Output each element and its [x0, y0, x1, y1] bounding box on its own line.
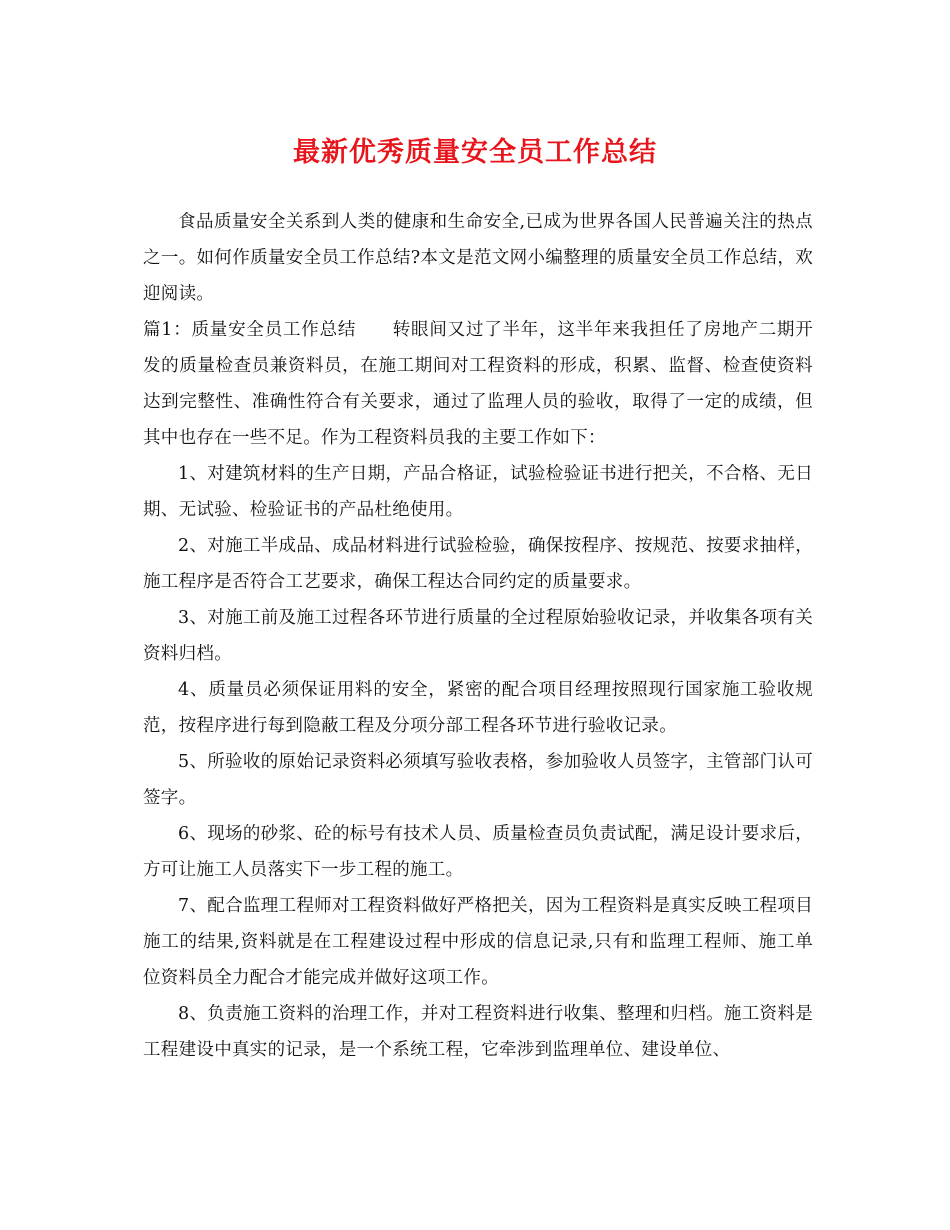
list-item: 7、配合监理工程师对工程资料做好严格把关，因为工程资料是真实反映工程项目施工的结果,资料就是在工程建设过程中形成的信息记录,只有和监理工程师、施工单位资料员全力配合才能完成并做好这项工作。: [143, 896, 813, 988]
document-body: [143, 204, 813, 1068]
list-item: 3、对施工前及施工过程各环节进行质量的全过程原始验收记录，并收集各项有关资料归档。: [143, 608, 813, 664]
intro-paragraph: 食品质量安全关系到人类的健康和生命安全,已成为世界各国人民普遍关注的热点之一。如何作质量安全员工作总结?本文是范文网小编整理的质量安全员工作总结，欢迎阅读。: [143, 212, 813, 304]
document-title: 最新优秀质量安全员工作总结: [293, 137, 657, 168]
list-item: 8、负责施工资料的治理工作，并对工程资料进行收集、整理和归档。施工资料是工程建设中真实的记录，是一个系统工程，它牵涉到监理单位、建设单位、: [143, 1004, 813, 1060]
list-item: 4、质量员必须保证用料的安全，紧密的配合项目经理按照现行国家施工验收规范，按程序进行每到隐蔽工程及分项分部工程各环节进行验收记录。: [143, 680, 813, 736]
list-item: 6、现场的砂浆、砼的标号有技术人员、质量检查员负责试配，满足设计要求后，方可让施工人员落实下一步工程的施工。: [143, 824, 813, 880]
list-item: 1、对建筑材料的生产日期，产品合格证，试验检验证书进行把关，不合格、无日期、无试验、检验证书的产品杜绝使用。: [143, 464, 813, 520]
section-paragraph: 篇1：质量安全员工作总结 转眼间又过了半年，这半年来我担任了房地产二期开发的质量检查员兼资料员，在施工期间对工程资料的形成，积累、监督、检查使资料达到完整性、准确性符合有关要求，通过了监理人员的验收，取得了一定的成绩，但其中也存在一些不足。作为工程资料员我的主要工作如下：: [143, 320, 813, 448]
list-item: 5、所验收的原始记录资料必须填写验收表格，参加验收人员签字，主管部门认可签字。: [143, 752, 813, 808]
list-item: 2、对施工半成品、成品材料进行试验检验，确保按程序、按规范、按要求抽样，施工程序是否符合工艺要求，确保工程达合同约定的质量要求。: [143, 536, 813, 592]
